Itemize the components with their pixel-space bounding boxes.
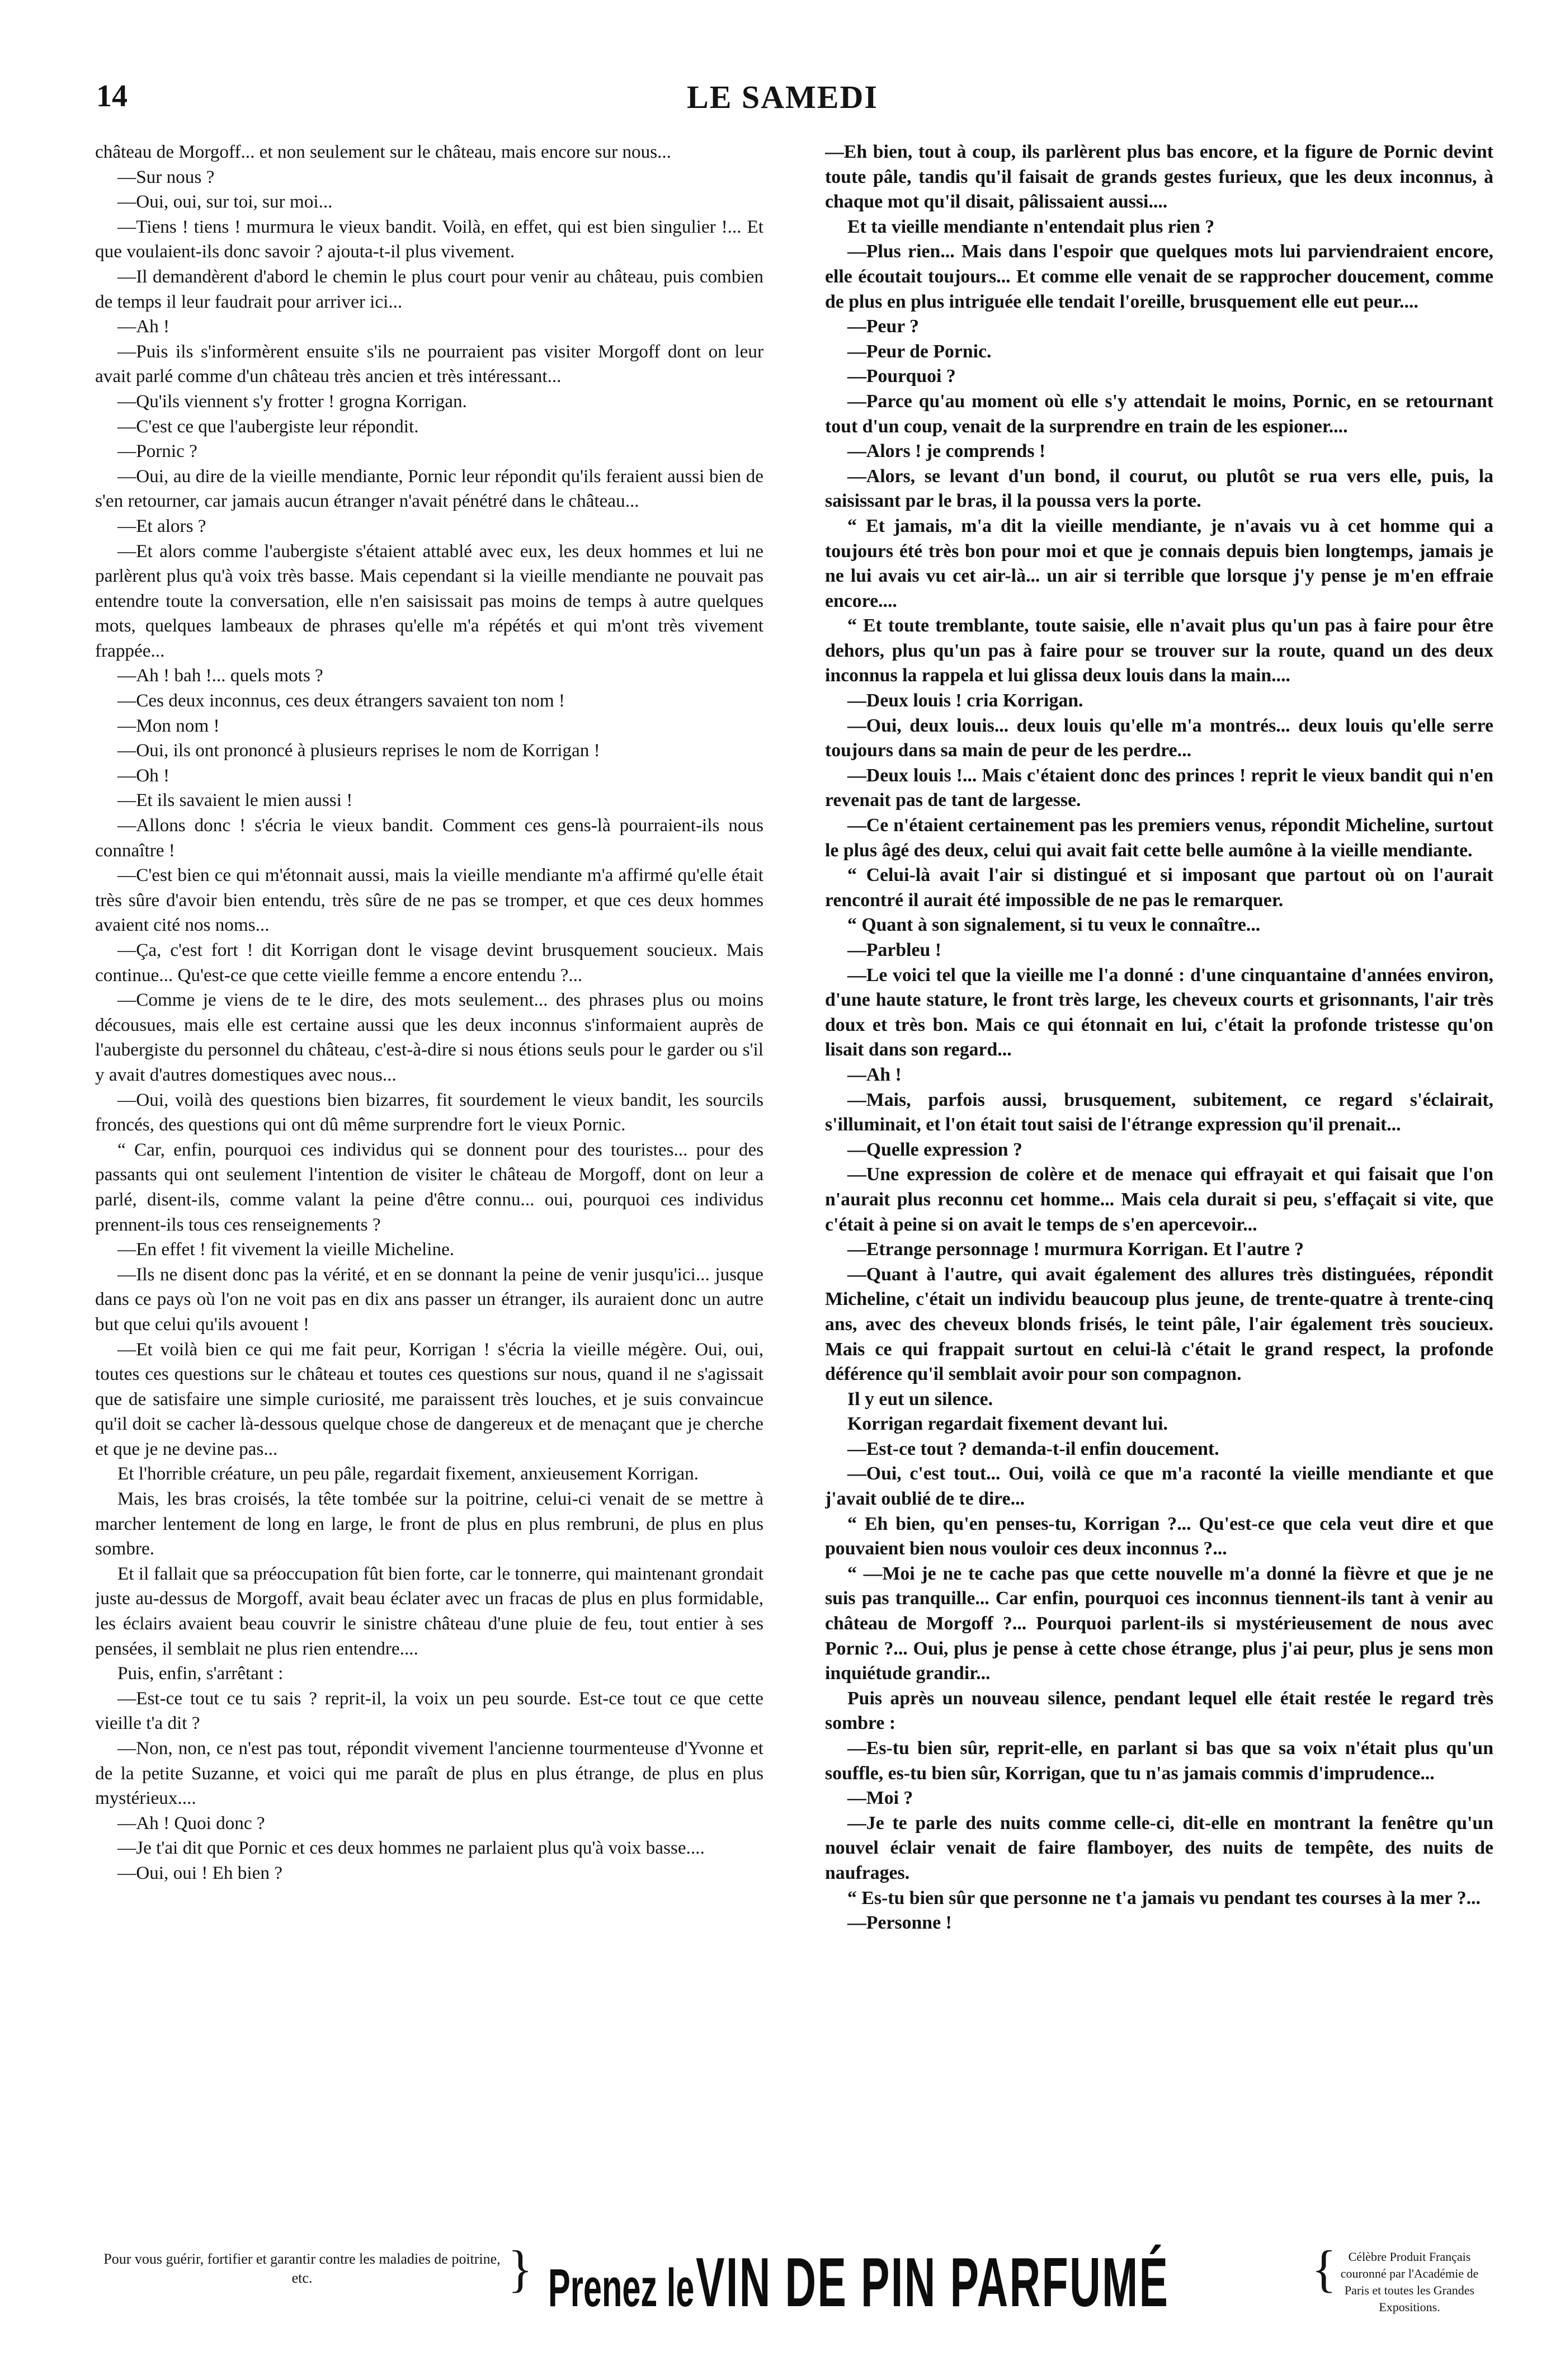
paragraph: —Ah !: [847, 1064, 902, 1085]
paragraph: —Et alors ?: [117, 515, 206, 536]
paragraph: —Oui, oui, sur toi, sur moi...: [117, 191, 333, 213]
paragraph: —Ah !: [117, 316, 170, 337]
ad-right-text: Célèbre Produit Français couronné par l'Académie de Paris et toutes les Grandes Expositions.: [1340, 2250, 1479, 2314]
paragraph: —Qu'ils viennent s'y frotter ! grogna Korrigan.: [117, 390, 467, 412]
paragraph: Il y eut un silence.: [847, 1388, 993, 1410]
paragraph: —Et voilà bien ce qui me fait peur, Korrigan ! s'écria la vieille mégère. Oui, oui, toutes ces questions sur le château et toutes ces questions sur nous, quand il ne s'agissait que de satisfaire une simple curiosité, me paraissent très louches, et je suis convaincue qu'il doit se cacher là-dessous quelque chose de dangereux et de menaçant que je cherche et que je ne devine pas...: [95, 1339, 763, 1459]
paragraph: “ Celui-là avait l'air si distingué et si imposant que partout où on l'aurait rencontré il aurait été impossible de ne pas le remarquer.: [825, 865, 1493, 911]
paragraph: —Mais, parfois aussi, brusquement, subitement, ce regard s'éclairait, s'illuminait, et l'on était tout saisi de l'étrange expression qu'il prenait...: [825, 1089, 1493, 1135]
paragraph: —Peur de Pornic.: [847, 341, 992, 362]
paragraph: Et l'horrible créature, un peu pâle, regardait fixement, anxieusement Korrigan.: [117, 1463, 699, 1484]
paragraph: —Ça, c'est fort ! dit Korrigan dont le visage devint brusquement soucieux. Mais continue... Qu'est-ce que cette vieille femme a encore entendu ?...: [95, 940, 763, 986]
right-column: [825, 140, 1493, 2221]
paragraph: —En effet ! fit vivement la vieille Micheline.: [117, 1239, 455, 1260]
paragraph: Et il fallait que sa préoccupation fût bien forte, car le tonnerre, qui maintenant grondait juste au-dessus de Morgoff, avait beau éclater avec un fracas de plus en plus formidable, les éclairs avaient beau couvrir le sinistre château d'une pluie de feu, tout entier à ses pensées, il semblait ne plus rien entendre....: [95, 1563, 763, 1659]
paragraph: —Le voici tel que la vieille me l'a donné : d'une cinquantaine d'années environ, d'une haute stature, le front très large, les cheveux courts et grisonnants, l'air très doux et très bon. Mais ce qui étonnait en lui, c'était la profonde tristesse qu'on lisait dans son regard...: [825, 964, 1493, 1061]
paragraph: —Il demandèrent d'abord le chemin le plus court pour venir au château, puis combien de temps il leur faudrait pour arriver ici...: [95, 266, 763, 312]
paragraph: —Quelle expression ?: [847, 1139, 1022, 1160]
paragraph: —Ce n'étaient certainement pas les premiers venus, répondit Micheline, surtout le plus âgé des deux, celui qui avait fait cette belle aumône à la vieille mendiante.: [825, 815, 1493, 861]
paragraph: —C'est bien ce qui m'étonnait aussi, mais la vieille mendiante m'a affirmé qu'elle était très sûre d'avoir bien entendu, très sûre de ne pas se tromper, et que ces deux hommes avaient cité nos noms...: [95, 865, 763, 936]
ad-left-text: Pour vous guérir, fortifier et garantir contre les maladies de poitrine, etc.: [103, 2251, 501, 2286]
ad-brace: }: [508, 2240, 533, 2297]
advertisement: [101, 2240, 1482, 2321]
paragraph: —Parce qu'au moment où elle s'y attendait le moins, Pornic, en se retournant tout d'un coup, venait de la surprendre en train de les espioner....: [825, 390, 1493, 437]
paragraph: —Mon nom !: [117, 715, 220, 736]
paragraph: “ Car, enfin, pourquoi ces individus qui se donnent pour des touristes... pour des passants qui ont seulement l'intention de visiter le château de Morgoff, dont on leur a parlé, disent-ils, comme valant la peine d'être connu... oui, pourquoi ces individus prennent-ils tous ces renseignements ?: [95, 1139, 763, 1235]
paragraph: —Deux louis !... Mais c'étaient donc des princes ! reprit le vieux bandit qui n'en revenait pas de tant de largesse.: [825, 765, 1493, 811]
ad-brace-right: {: [1312, 2240, 1337, 2297]
paragraph: —Est-ce tout ? demanda-t-il enfin doucement.: [847, 1438, 1219, 1459]
paragraph: —Etrange personnage ! murmura Korrigan. Et l'autre ?: [847, 1239, 1304, 1260]
paragraph: —Oui, deux louis... deux louis qu'elle m'a montrés... deux louis qu'elle serre toujours dans sa main de peur de les perdre...: [825, 715, 1493, 761]
paragraph: —Oui, ils ont prononcé à plusieurs reprises le nom de Korrigan !: [117, 740, 600, 761]
page-number: 14: [96, 79, 128, 114]
paragraph: —Oh !: [117, 765, 170, 786]
paragraph: —Oui, oui ! Eh bien ?: [117, 1862, 282, 1883]
paragraph: —Puis ils s'informèrent ensuite s'ils ne pourraient pas visiter Morgoff dont on leur avait parlé comme d'un château très ancien et très intéressant...: [95, 341, 763, 387]
paragraph: “ Et toute tremblante, toute saisie, elle n'avait plus qu'un pas à faire pour être dehors, plus qu'un pas à faire pour se trouver sur la route, quand un des deux inconnus la rappela et lui glissa deux louis dans la main....: [825, 615, 1493, 686]
paragraph: —Peur ?: [847, 316, 919, 337]
paragraph: —Pourquoi ?: [847, 366, 956, 387]
paragraph: —Tiens ! tiens ! murmura le vieux bandit. Voilà, en effet, qui est bien singulier !... Et que voulaient-ils donc savoir ? ajouta-t-il plus vivement.: [95, 216, 763, 262]
paragraph: —Plus rien... Mais dans l'espoir que quelques mots lui parviendraient encore, elle écoutait toujours... Et comme elle venait de se rapprocher doucement, comme de plus en plus intriguée elle tendait l'oreille, brusquement elle eut peur....: [825, 241, 1493, 312]
paragraph: —Ils ne disent donc pas la vérité, et en se donnant la peine de venir jusqu'ici... jusque dans ce pays où l'on ne voit pas en dix ans passer un étranger, ils auraient donc un autre but que celui qu'ils avouent !: [95, 1264, 763, 1335]
paragraph: “ Eh bien, qu'en penses-tu, Korrigan ?... Qu'est-ce que cela veut dire et que pouvaient bien nous vouloir ces deux inconnus ?...: [825, 1513, 1493, 1559]
ad-headline-product: VIN DE PIN PARFUMÉ: [696, 2244, 1170, 2321]
paragraph: —Eh bien, tout à coup, ils parlèrent plus bas encore, et la figure de Pornic devint toute pâle, tandis qu'il faisait de grands gestes furieux, que les deux inconnus, à chaque mot qu'il disait, pâlissaient aussi....: [825, 142, 1493, 213]
paragraph: —Ah ! Quoi donc ?: [117, 1812, 265, 1834]
paragraph: “ Es-tu bien sûr que personne ne t'a jamais vu pendant tes courses à la mer ?...: [847, 1887, 1481, 1908]
paragraph: —Sur nous ?: [117, 166, 215, 187]
article-columns: [95, 140, 1493, 2221]
left-column: [95, 140, 763, 2221]
ad-headline-prefix: Prenez le: [548, 2258, 695, 2318]
paragraph: “ —Moi je ne te cache pas que cette nouvelle m'a donné la fièvre et que je ne suis pas tranquille... Car enfin, pourquoi ces inconnus tiennent-ils tant à venir au château de Morgoff ?... Pourquoi parlent-ils si mystérieusement de nous avec Pornic ?... Oui, plus je pense à cette chose étrange, plus j'ai peur, plus je sens mon inquiétude grandir...: [825, 1563, 1493, 1684]
paragraph: —Je te parle des nuits comme celle-ci, dit-elle en montrant la fenêtre qu'un nouvel éclair venait de faire flamboyer, des nuits de tempête, des nuits de naufrages.: [825, 1812, 1493, 1883]
paragraph: —Oui, c'est tout... Oui, voilà ce que m'a raconté la vieille mendiante et que j'avait oublié de te dire...: [825, 1463, 1493, 1510]
paragraph: —Non, non, ce n'est pas tout, répondit vivement l'ancienne tourmenteuse d'Yvonne et de la petite Suzanne, et voici qui me paraît de plus en plus étrange, de plus en plus mystérieux....: [95, 1738, 763, 1809]
journal-title: LE SAMEDI: [687, 79, 878, 115]
paragraph: —Est-ce tout ce tu sais ? reprit-il, la voix un peu sourde. Est-ce tout ce que cette vieille t'a dit ?: [95, 1688, 763, 1734]
paragraph: —Et alors comme l'aubergiste s'étaient attablé avec eux, les deux hommes et lui ne parlèrent plus qu'à voix très basse. Mais cependant si la vieille mendiante ne pouvait pas entendre toute la conversation, elle n'en saisissait pas moins de temps à autre quelques mots, quelques lambeaux de phrases qu'elle m'a répétés et qui m'ont très vivement frappée...: [95, 540, 763, 661]
paragraph: —Oui, voilà des questions bien bizarres, fit sourdement le vieux bandit, les sourcils froncés, des questions qui ont dû même surprendre fort le vieux Pornic.: [95, 1089, 763, 1135]
paragraph: Korrigan regardait fixement devant lui.: [847, 1413, 1168, 1435]
paragraph: —Alors ! je comprends !: [847, 441, 1046, 462]
paragraph: Puis après un nouveau silence, pendant lequel elle était restée le regard très sombre :: [825, 1688, 1493, 1734]
page-header: [89, 78, 1476, 123]
paragraph: —Alors, se levant d'un bond, il courut, ou plutôt se rua vers elle, puis, la saisissant par le bras, il la poussa vers la porte.: [825, 465, 1493, 512]
paragraph: —Oui, au dire de la vieille mendiante, Pornic leur répondit qu'ils feraient aussi bien de s'en retourner, car jamais aucun étranger n'avait pénétré dans le château...: [95, 465, 763, 512]
paragraph: “ Et jamais, m'a dit la vieille mendiante, je n'avais vu à cet homme qui a toujours été très bon pour moi et que je connais depuis bien longtemps, jamais je ne lui avais vu cet air-là... un air si terrible que lorsque j'y pense je m'en effraie encore....: [825, 515, 1493, 611]
paragraph: Mais, les bras croisés, la tête tombée sur la poitrine, celui-ci venait de se mettre à marcher lentement de long en large, le front de plus en plus rembruni, de plus en plus sombre.: [95, 1488, 763, 1559]
paragraph: château de Morgoff... et non seulement sur le château, mais encore sur nous...: [95, 142, 672, 162]
paragraph: —Parbleu !: [847, 940, 942, 960]
paragraph: —Pornic ?: [117, 441, 197, 462]
paragraph: —Es-tu bien sûr, reprit-elle, en parlant si bas que sa voix n'était plus qu'un souffle, es-tu bien sûr, Korrigan, que tu n'as jamais commis d'imprudence...: [825, 1738, 1493, 1784]
paragraph: Puis, enfin, s'arrêtant :: [117, 1663, 284, 1684]
paragraph: —C'est ce que l'aubergiste leur répondit.: [117, 416, 419, 437]
paragraph: —Ces deux inconnus, ces deux étrangers savaient ton nom !: [117, 690, 565, 711]
paragraph: —Personne !: [847, 1912, 952, 1934]
paragraph: —Et ils savaient le mien aussi !: [117, 790, 353, 811]
paragraph: —Quant à l'autre, qui avait également des allures très distinguées, répondit Micheline, c'était un individu beaucoup plus jeune, de trente-quatre à trente-cinq ans, avec des cheveux blonds frisés, le teint pâle, l'air également très soucieux. Mais ce qui frappait surtout en celui-là c'était le grand respect, la profonde déférence qu'il semblait avoir pour son compagnon.: [825, 1264, 1493, 1385]
paragraph: —Deux louis ! cria Korrigan.: [847, 690, 1083, 711]
paragraph: —Je t'ai dit que Pornic et ces deux hommes ne parlaient plus qu'à voix basse....: [117, 1837, 705, 1859]
paragraph: Et ta vieille mendiante n'entendait plus rien ?: [847, 216, 1215, 237]
paragraph: —Comme je viens de te le dire, des mots seulement... des phrases plus ou moins décousues, mais elle est certaine aussi que les deux inconnus s'informaient auprès de l'aubergiste du personnel du château, c'est-à-dire si nous étions seuls pour le garder ou s'il y avait d'autres domestiques avec nous...: [95, 989, 763, 1085]
paragraph: —Une expression de colère et de menace qui effrayait et qui faisait que l'on n'aurait plus reconnu cet homme... Mais cela durait si peu, s'effaçait si vite, que c'était à peine si on avait le temps de s'en apercevoir...: [825, 1164, 1493, 1235]
paragraph: —Allons donc ! s'écria le vieux bandit. Comment ces gens-là pourraient-ils nous connaître !: [95, 815, 763, 861]
paragraph: —Ah ! bah !... quels mots ?: [117, 665, 323, 686]
ad-headline: [548, 2243, 1170, 2322]
paragraph: “ Quant à son signalement, si tu veux le connaître...: [847, 915, 1261, 936]
paragraph: —Moi ?: [847, 1788, 913, 1809]
